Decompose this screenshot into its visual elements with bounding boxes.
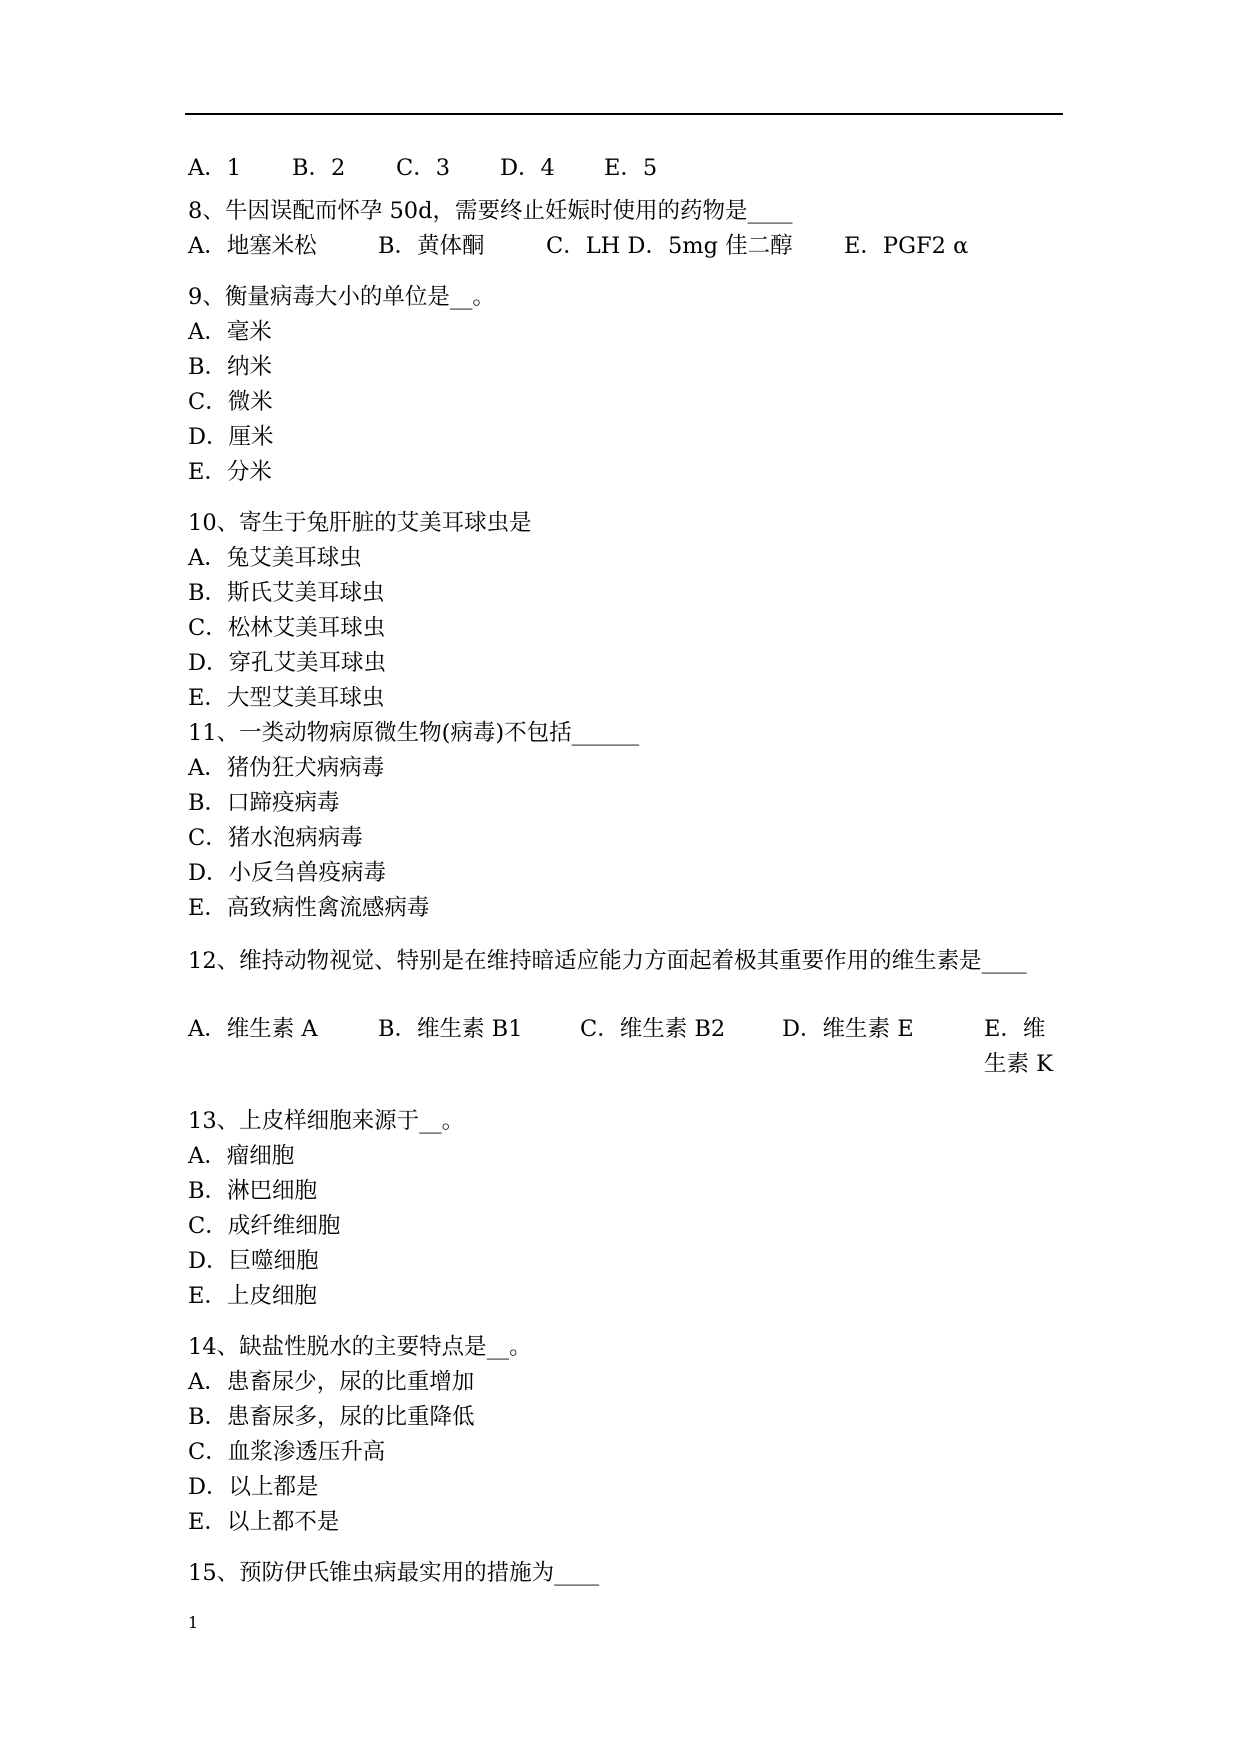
q7-option-c: C．3 xyxy=(396,155,451,181)
page-number: 1 xyxy=(188,1613,199,1632)
q13-option-a: A．瘤细胞 xyxy=(188,1143,295,1169)
q11-option-e: E．高致病性禽流感病毒 xyxy=(188,895,430,921)
question-8 xyxy=(188,194,1058,264)
q13-option-b: B．淋巴细胞 xyxy=(188,1178,318,1204)
question-12-options xyxy=(188,1012,1058,1082)
q11-option-d: D．小反刍兽疫病毒 xyxy=(188,860,387,886)
q7-option-e: E．5 xyxy=(604,155,658,181)
question-stem: 10、寄生于兔肝脏的艾美耳球虫是 xyxy=(188,510,532,536)
q14-option-a: A．患畜尿少，尿的比重增加 xyxy=(188,1369,475,1395)
header-rule xyxy=(185,113,1063,115)
question-14 xyxy=(188,1330,1058,1540)
q11-option-b: B．口蹄疫病毒 xyxy=(188,790,340,816)
question-11 xyxy=(188,716,1058,926)
question-10 xyxy=(188,506,1058,716)
question-stem: 11、一类动物病原微生物(病毒)不包括______ xyxy=(188,720,640,746)
question-stem: 8、牛因误配而怀孕 50d，需要终止妊娠时使用的药物是____ xyxy=(188,198,793,224)
q11-option-c: C．猪水泡病病毒 xyxy=(188,825,363,851)
q12-option-b: B．维生素 B1 xyxy=(378,1016,523,1042)
q8-option-a: A．地塞米松 xyxy=(188,233,317,259)
q7-option-d: D．4 xyxy=(500,155,555,181)
question-13 xyxy=(188,1104,1058,1314)
q9-option-a: A．毫米 xyxy=(188,319,272,345)
q14-option-e: E．以上都不是 xyxy=(188,1509,340,1535)
question-12 xyxy=(188,942,1058,1082)
question-15 xyxy=(188,1556,1058,1591)
q10-option-d: D．穿孔艾美耳球虫 xyxy=(188,650,387,676)
question-stem: 12、维持动物视觉、特别是在维持暗适应能力方面起着极其重要作用的维生素是____ xyxy=(188,948,1027,974)
q12-option-e: E．维生素 K xyxy=(984,1016,1053,1077)
q12-option-a: A．维生素 A xyxy=(188,1016,318,1042)
q8-option-b: B．黄体酮 xyxy=(378,233,485,259)
question-stem: 9、衡量病毒大小的单位是__。 xyxy=(188,284,495,310)
question-8-options xyxy=(188,229,1058,264)
q8-option-cd: C．LH D．5mg 佳二醇 xyxy=(546,233,793,259)
q14-option-b: B．患畜尿多，尿的比重降低 xyxy=(188,1404,475,1430)
q11-option-a: A．猪伪狂犬病病毒 xyxy=(188,755,385,781)
q13-option-e: E．上皮细胞 xyxy=(188,1283,317,1309)
question-stem: 13、上皮样细胞来源于__。 xyxy=(188,1108,465,1134)
question-7-options xyxy=(188,151,1058,186)
q10-option-e: E．大型艾美耳球虫 xyxy=(188,685,385,711)
q9-option-b: B．纳米 xyxy=(188,354,273,380)
q7-option-a: A．1 xyxy=(188,155,242,181)
q8-option-e: E．PGF2 α xyxy=(844,233,969,259)
q10-option-c: C．松林艾美耳球虫 xyxy=(188,615,386,641)
q13-option-d: D．巨噬细胞 xyxy=(188,1248,319,1274)
q12-option-d: D．维生素 E xyxy=(782,1016,914,1042)
q9-option-e: E．分米 xyxy=(188,459,272,485)
q14-option-c: C．血浆渗透压升高 xyxy=(188,1439,386,1465)
question-9 xyxy=(188,280,1058,490)
q10-option-b: B．斯氏艾美耳球虫 xyxy=(188,580,385,606)
q14-option-d: D．以上都是 xyxy=(188,1474,319,1500)
question-stem: 14、缺盐性脱水的主要特点是__。 xyxy=(188,1334,532,1360)
q10-option-a: A．兔艾美耳球虫 xyxy=(188,545,362,571)
q13-option-c: C．成纤维细胞 xyxy=(188,1213,341,1239)
q7-option-b: B．2 xyxy=(292,155,346,181)
document-body xyxy=(188,151,1058,1591)
question-stem: 15、预防伊氏锥虫病最实用的措施为____ xyxy=(188,1560,600,1586)
q9-option-d: D．厘米 xyxy=(188,424,274,450)
q9-option-c: C．微米 xyxy=(188,389,273,415)
q12-option-c: C．维生素 B2 xyxy=(580,1016,726,1042)
